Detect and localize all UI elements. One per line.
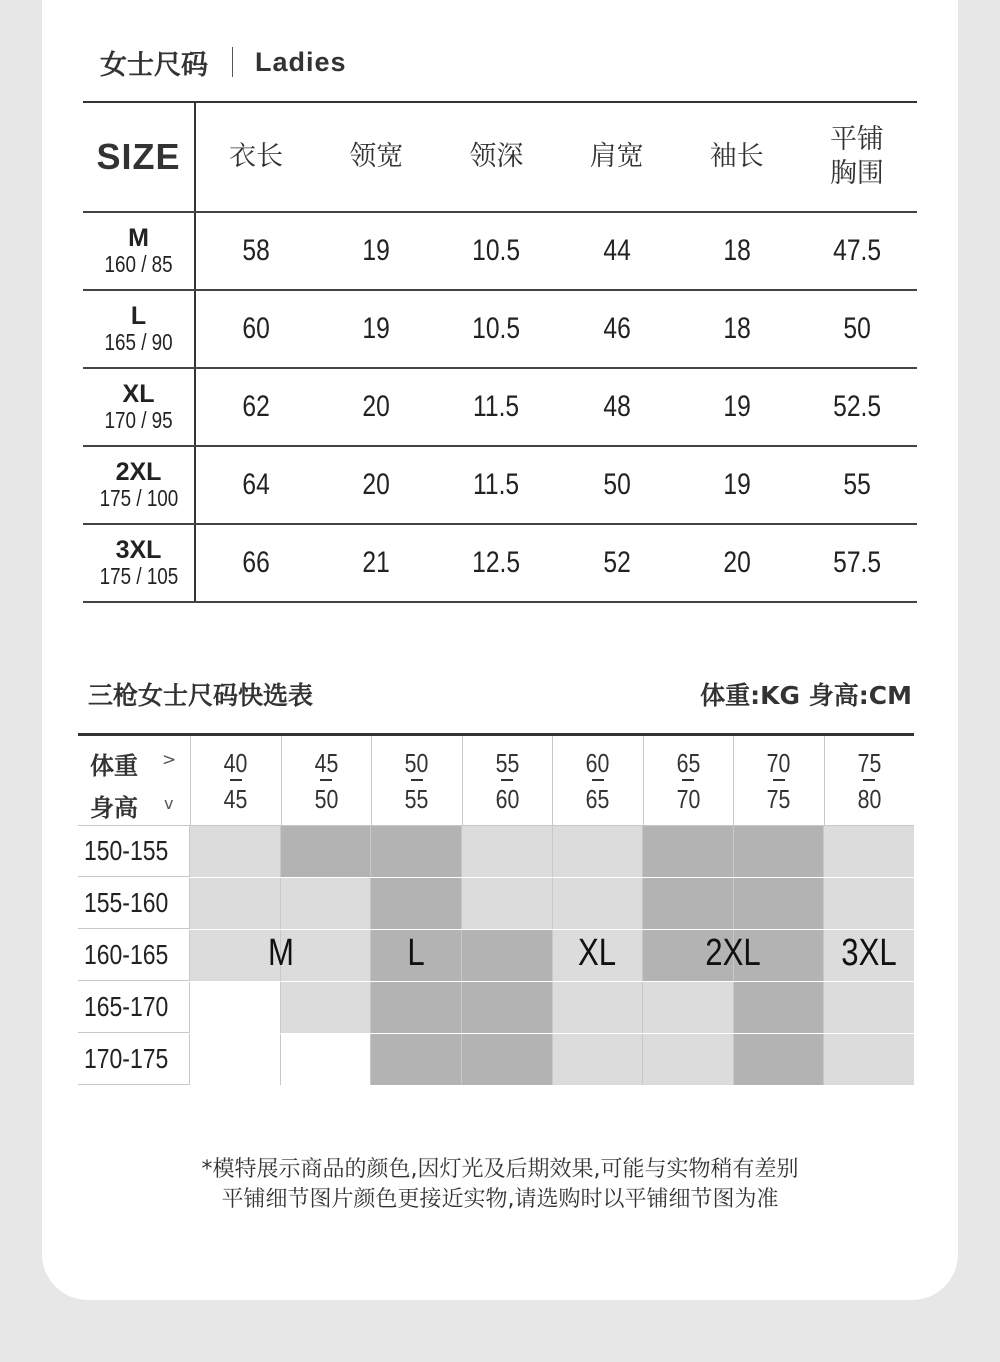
size-spec: 165 / 90 — [104, 329, 173, 355]
weight-axis-label: 体重 — [90, 752, 138, 780]
size-row — [83, 525, 917, 603]
weight-column-header — [282, 736, 373, 825]
size-table-header — [83, 103, 917, 213]
grid-cell — [734, 826, 825, 877]
weight-from: 70 — [766, 747, 791, 778]
height-range — [78, 878, 190, 929]
disclaimer-line-2: 平铺细节图片颜色更接近实物,请选购时以平铺细节图为准 — [221, 1187, 779, 1212]
height-axis-label: 身高 — [90, 794, 138, 822]
weight-from: 65 — [676, 747, 701, 778]
size-cell — [83, 369, 196, 445]
range-dash — [230, 779, 242, 781]
range-dash — [501, 779, 513, 781]
weight-from: 40 — [223, 747, 248, 778]
grid-cell — [190, 1034, 281, 1085]
size-label: XL — [578, 932, 617, 974]
height-arrow-icon: v — [164, 794, 174, 813]
weight-from: 75 — [857, 747, 882, 778]
size-name: M — [128, 224, 149, 252]
grid-cell — [281, 1034, 372, 1085]
value-sleeve: 19 — [723, 468, 751, 501]
grid-cell — [553, 878, 644, 929]
weight-from: 50 — [404, 747, 429, 778]
height-row — [78, 930, 914, 982]
height-range — [78, 982, 190, 1033]
size-name: XL — [122, 380, 155, 408]
grid-cell — [643, 1034, 734, 1085]
grid-cell — [371, 826, 462, 877]
height-range — [78, 826, 190, 877]
header-chest: 平铺 胸围 — [829, 124, 884, 189]
grid-cell — [643, 878, 734, 929]
grid-cell — [190, 878, 281, 929]
weight-from: 55 — [495, 747, 520, 778]
size-row — [83, 369, 917, 447]
size-row — [83, 213, 917, 291]
grid-cell — [190, 982, 281, 1033]
value-shoulder: 50 — [602, 468, 631, 501]
size-cell — [83, 213, 196, 289]
value-shoulder: 44 — [602, 234, 631, 267]
grid-cell — [734, 1034, 825, 1085]
grid-cell — [462, 982, 553, 1033]
grid-cell — [371, 930, 462, 981]
size-label: 3XL — [841, 932, 897, 974]
value-sleeve: 19 — [723, 390, 751, 423]
grid-cell — [281, 826, 372, 877]
quick-select-title: 三枪女士尺码快选表 — [88, 681, 314, 710]
weight-from: 60 — [585, 747, 610, 778]
grid-cell — [371, 1034, 462, 1085]
size-label: 2XL — [705, 932, 761, 974]
grid-header — [78, 736, 914, 826]
size-name: L — [130, 302, 147, 330]
value-neck-depth: 10.5 — [472, 234, 521, 267]
value-neck-depth: 12.5 — [472, 546, 521, 579]
grid-cell — [462, 1034, 553, 1085]
quick-select-grid — [78, 733, 914, 1086]
grid-cell — [553, 826, 644, 877]
header-sleeve: 袖长 — [709, 141, 764, 172]
weight-column-header — [825, 736, 915, 825]
value-length: 64 — [242, 468, 270, 501]
weight-from: 45 — [314, 747, 339, 778]
grid-cell — [824, 982, 914, 1033]
grid-cell — [371, 982, 462, 1033]
quick-select-unit: 体重:KG 身高:CM — [700, 681, 912, 710]
size-cell — [83, 291, 196, 367]
value-sleeve: 20 — [723, 546, 751, 579]
size-cell — [83, 447, 196, 523]
grid-cell — [643, 930, 734, 981]
grid-cell — [643, 826, 734, 877]
range-dash — [863, 779, 875, 781]
value-neck-width: 19 — [362, 312, 390, 345]
grid-cell — [281, 982, 372, 1033]
size-name: 3XL — [115, 536, 162, 564]
height-range-label: 155-160 — [84, 887, 169, 918]
grid-cell — [190, 826, 281, 877]
grid-cell — [462, 878, 553, 929]
grid-cell — [643, 982, 734, 1033]
grid-cell — [734, 878, 825, 929]
value-chest: 50 — [843, 312, 871, 345]
value-neck-width: 20 — [362, 390, 390, 423]
value-neck-width: 21 — [362, 546, 390, 579]
heading-separator — [232, 47, 233, 77]
value-neck-depth: 11.5 — [473, 468, 520, 501]
weight-column-header — [734, 736, 825, 825]
height-range-label: 165-170 — [84, 991, 169, 1022]
weight-to: 80 — [857, 783, 882, 814]
value-neck-width: 19 — [362, 234, 390, 267]
height-row — [78, 878, 914, 930]
weight-to: 75 — [766, 783, 791, 814]
header-length: 衣长 — [229, 141, 284, 172]
weight-column-header — [372, 736, 463, 825]
range-dash — [320, 779, 332, 781]
value-length: 66 — [242, 546, 270, 579]
size-row — [83, 291, 917, 369]
grid-cell — [824, 1034, 914, 1085]
weight-to: 55 — [404, 783, 429, 814]
size-label: L — [407, 932, 425, 974]
height-row — [78, 982, 914, 1034]
disclaimer-line-1: *模特展示商品的颜色,因灯光及后期效果,可能与实物稍有差别 — [201, 1157, 799, 1182]
grid-cell — [462, 826, 553, 877]
value-neck-depth: 10.5 — [472, 312, 521, 345]
height-range-label: 150-155 — [84, 835, 169, 866]
height-range — [78, 1034, 190, 1085]
size-column-header — [83, 103, 196, 211]
weight-to: 45 — [223, 783, 248, 814]
height-range-label: 160-165 — [84, 939, 169, 970]
value-neck-width: 20 — [362, 468, 390, 501]
grid-cell — [281, 878, 372, 929]
weight-arrow-icon: > — [162, 750, 177, 770]
size-spec: 160 / 85 — [104, 251, 173, 277]
size-spec: 175 / 100 — [99, 485, 178, 511]
value-chest: 47.5 — [833, 234, 881, 267]
value-chest: 52.5 — [833, 390, 881, 423]
range-dash — [592, 779, 604, 781]
value-shoulder: 48 — [602, 390, 631, 423]
size-label: M — [267, 932, 294, 974]
grid-corner — [78, 736, 191, 825]
value-length: 60 — [242, 312, 270, 345]
range-dash — [411, 779, 423, 781]
range-dash — [773, 779, 785, 781]
size-spec: 170 / 95 — [104, 407, 173, 433]
weight-column-header — [463, 736, 554, 825]
weight-to: 60 — [495, 783, 520, 814]
grid-cell — [281, 930, 372, 981]
weight-to: 70 — [676, 783, 701, 814]
value-shoulder: 52 — [602, 546, 631, 579]
height-range — [78, 930, 190, 981]
value-neck-depth: 11.5 — [473, 390, 520, 423]
grid-cell — [824, 878, 914, 929]
value-length: 62 — [242, 390, 270, 423]
value-shoulder: 46 — [602, 312, 631, 345]
grid-cell — [190, 930, 281, 981]
heading-en: Ladies — [255, 46, 347, 77]
size-row — [83, 447, 917, 525]
weight-column-header — [644, 736, 735, 825]
height-row — [78, 826, 914, 878]
grid-cell — [553, 982, 644, 1033]
grid-cell — [553, 1034, 644, 1085]
range-dash — [682, 779, 694, 781]
height-row — [78, 1034, 914, 1086]
size-cell — [83, 525, 196, 601]
page-heading — [100, 44, 347, 80]
size-corner-label: SIZE — [96, 136, 181, 177]
value-length: 58 — [242, 234, 270, 267]
grid-cell — [734, 982, 825, 1033]
size-table — [83, 101, 917, 603]
size-spec: 175 / 105 — [99, 563, 178, 589]
heading-zh: 女士尺码 — [100, 49, 208, 81]
header-neck-depth: 领深 — [469, 141, 524, 172]
value-chest: 55 — [843, 468, 871, 501]
weight-column-header — [553, 736, 644, 825]
grid-cell — [824, 826, 914, 877]
weight-to: 65 — [585, 783, 610, 814]
weight-column-header — [191, 736, 282, 825]
size-name: 2XL — [115, 458, 162, 486]
height-range-label: 170-175 — [84, 1043, 169, 1074]
grid-cell — [553, 930, 644, 981]
grid-cell — [462, 930, 553, 981]
grid-cell — [824, 930, 914, 981]
grid-cell — [371, 878, 462, 929]
header-neck-width: 领宽 — [349, 141, 404, 172]
value-chest: 57.5 — [833, 546, 881, 579]
header-shoulder: 肩宽 — [589, 141, 644, 172]
value-sleeve: 18 — [723, 312, 751, 345]
grid-cell — [734, 930, 825, 981]
weight-to: 50 — [314, 783, 339, 814]
value-sleeve: 18 — [723, 234, 751, 267]
